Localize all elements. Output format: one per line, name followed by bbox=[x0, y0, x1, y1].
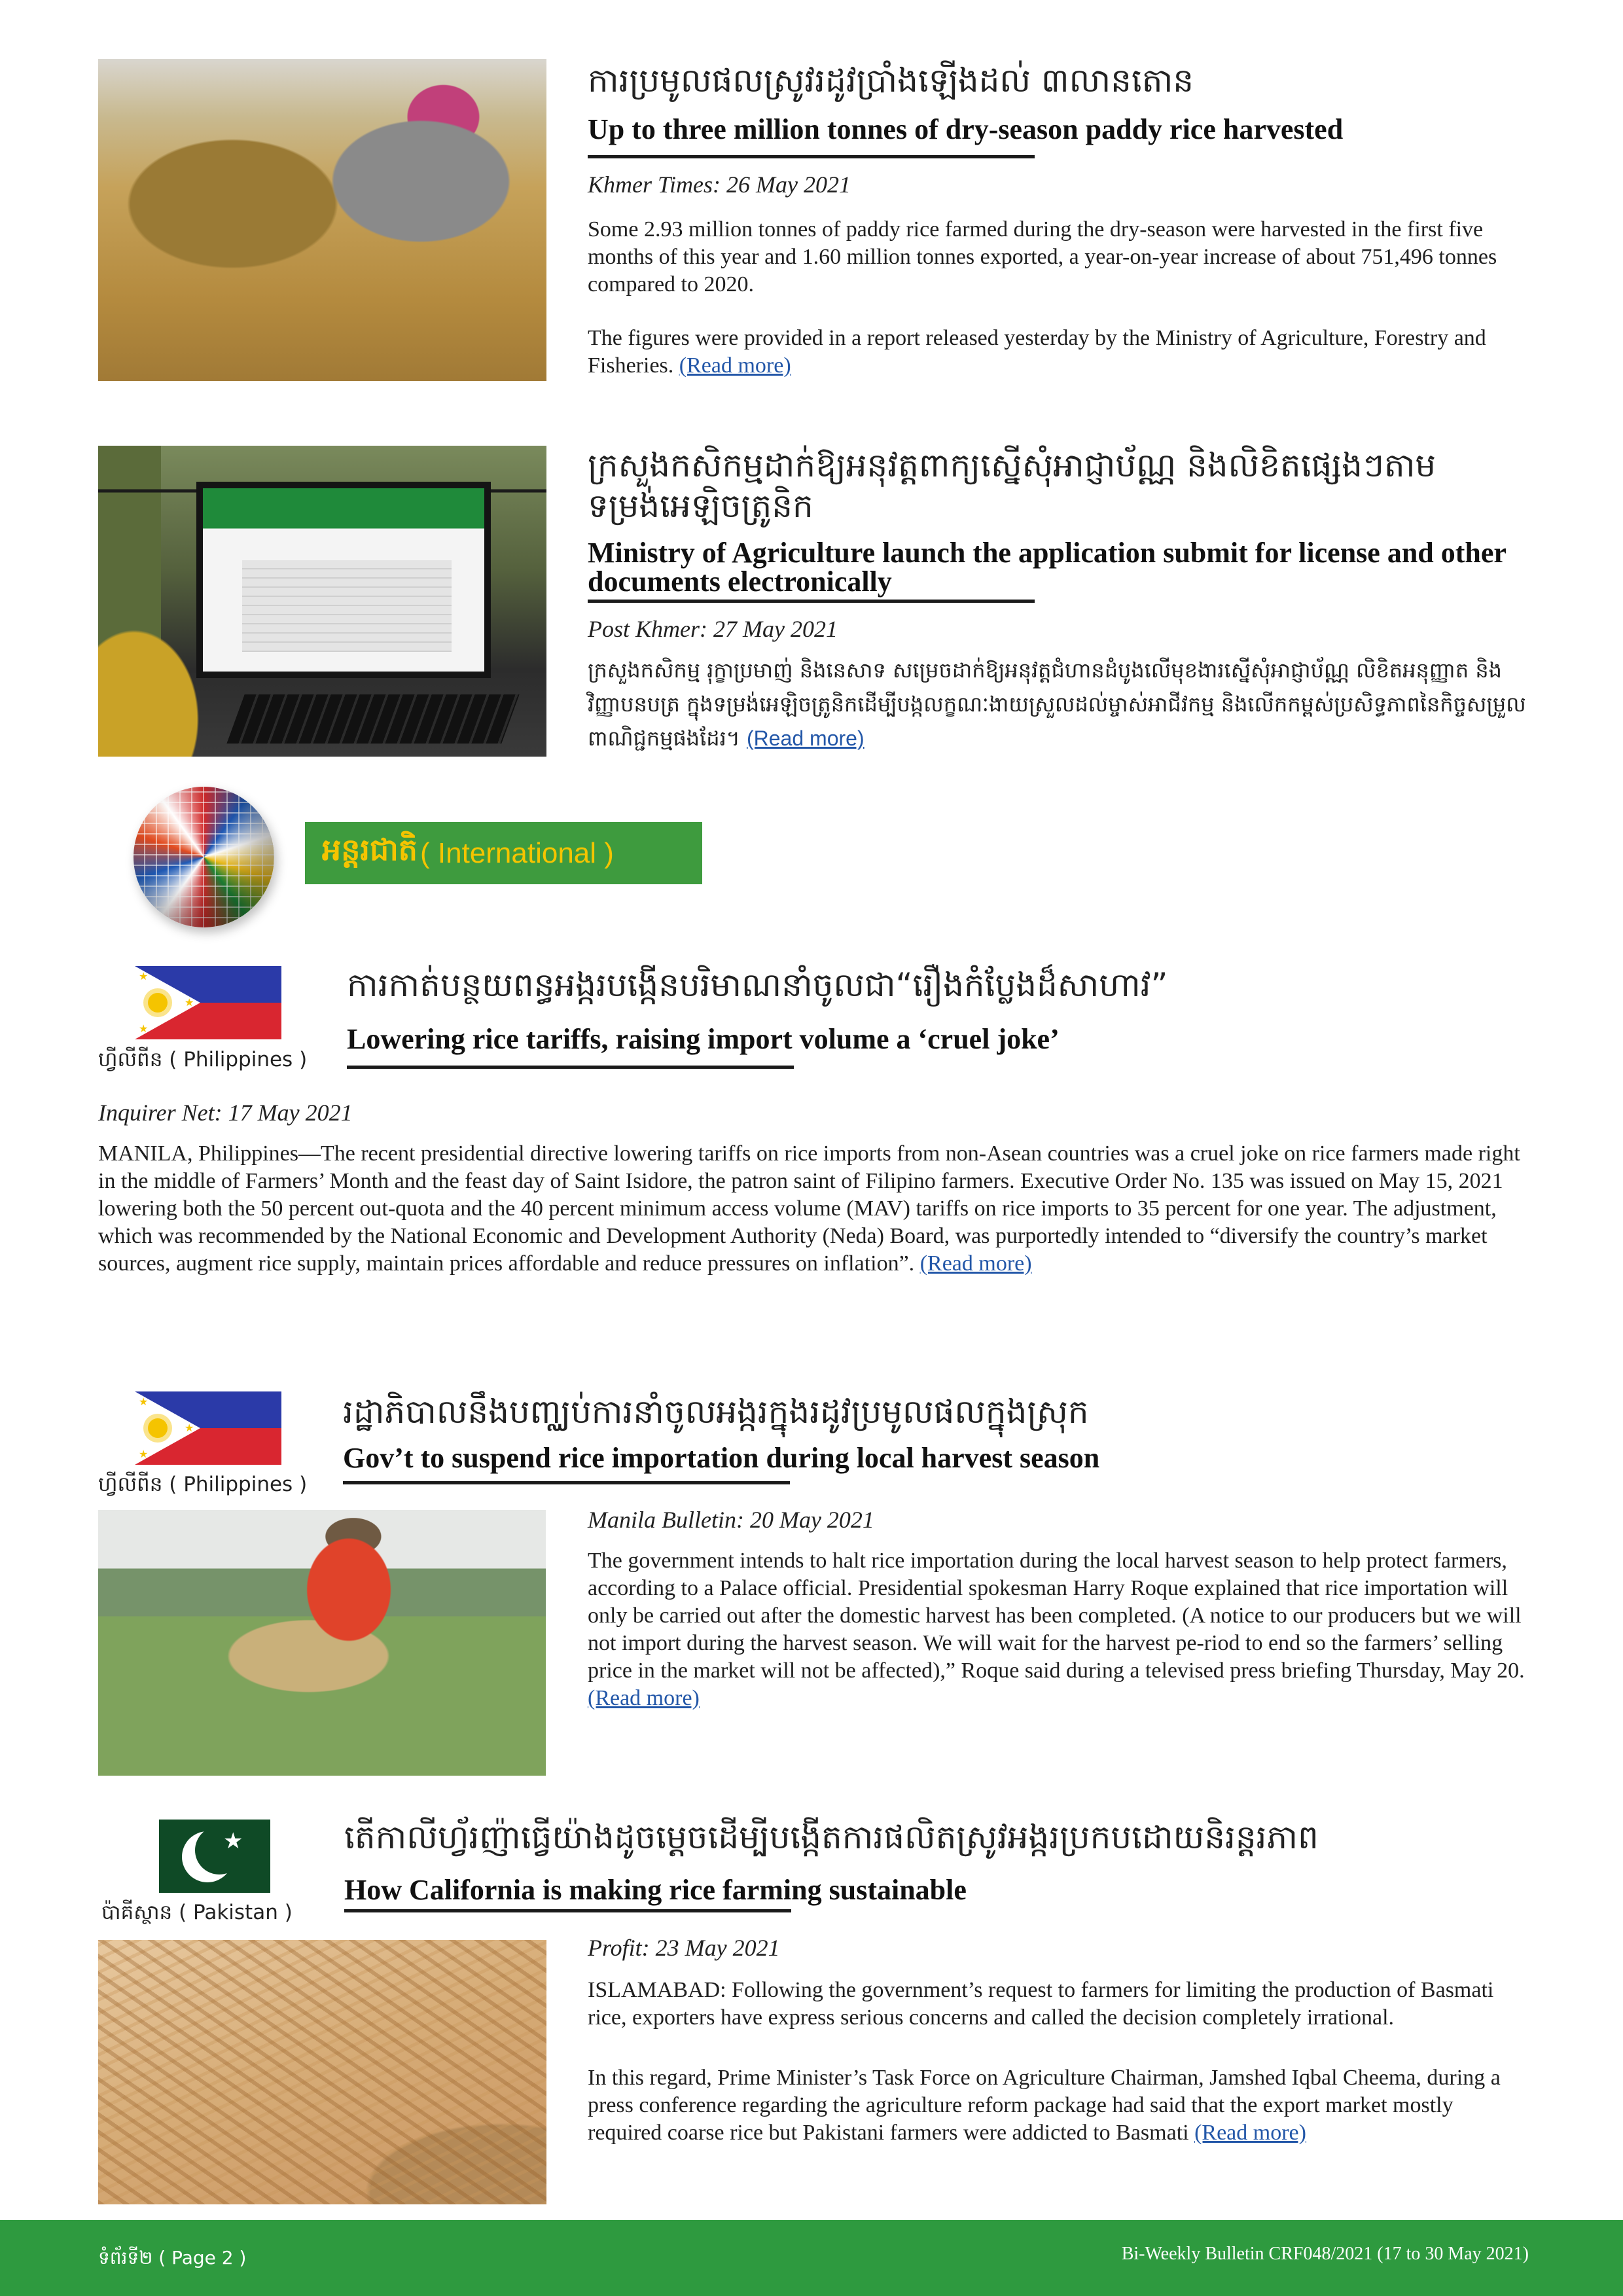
article-4-title-en: Gov’t to suspend rice importation during local harvest season bbox=[343, 1442, 1100, 1474]
pakistan-flag-icon bbox=[159, 1820, 270, 1893]
article-5-read-more-link[interactable]: (Read more) bbox=[1194, 2121, 1306, 2145]
article-2-read-more-link[interactable]: (Read more) bbox=[746, 726, 865, 750]
article-4-read-more-link[interactable]: (Read more) bbox=[588, 1686, 700, 1710]
article-2-source: Post Khmer: 27 May 2021 bbox=[588, 616, 838, 642]
article-2-title-rule bbox=[588, 600, 1035, 603]
keyboard bbox=[226, 694, 519, 744]
article-5-title-rule bbox=[344, 1909, 791, 1912]
article-2-para-1: ក្រសួងកសិកម្ម រុក្ខាប្រមាញ់ និងនេសាទ សម្រេចដាក់ឱ្យអនុវត្តជំហានដំបូងលើមុខងារស្នើសុំអាជ្ញាប័ណ្ណ លិខិតអនុញ្ញាត និងវិញ្ញាបនបត្រ ក្នុងទម្រង់អេឡិចត្រូនិកដើម្បីបង្កលក្ខណៈងាយស្រួលដល់ម្ចាស់អាជីវកម្ម និងលើកកម្ពស់ប្រសិទ្ធភាពនៃកិច្ចសម្រួលពាណិជ្ជកម្មផងដែរ។ bbox=[588, 658, 1526, 751]
article-3-read-more-link[interactable]: (Read more) bbox=[919, 1251, 1032, 1276]
article-4-body bbox=[588, 1547, 1530, 1712]
article-3-para-1: MANILA, Philippines—The recent presidential directive lowering tariffs on rice imports from non-Asean countries was a cruel joke on rice farmers made right in the middle of Farmers’ Month and the feast day of Saint Isidore, the patron saint of Filipino farmers. Executive Order No. 135 was issued on May 15, 2021 lowering both the 50 percent out-quota and the 40 percent minimum access volume (MAV) tariffs on rice imports to 35 percent for one year. The adjustment, which was recommended by the National Economic and Development Authority (Neda) Board, was purportedly intended to “diversify the country’s market sources, augment rice supply, maintain prices affordable and reduce pressures on inflation”. bbox=[98, 1141, 1520, 1276]
article-1-title-rule bbox=[588, 155, 1035, 158]
article-3-title-kh: ការកាត់បន្ថយពន្ធអង្ករបង្កើនបរិមាណនាំចូលជា“រឿងកំប្លែងដ៏សាហាវ” bbox=[347, 966, 1168, 1004]
article-3-title-rule bbox=[347, 1066, 794, 1069]
article-3-title-en: Lowering rice tariffs, raising import volume a ‘cruel joke’ bbox=[347, 1023, 1060, 1055]
article-1-para-2-text: The figures were provided in a report released yesterday by the Ministry of Agriculture, Forestry and Fisheries. bbox=[588, 326, 1486, 378]
article-4-title-kh: រដ្ឋាភិបាលនឹងបញ្ឈប់ការនាំចូលអង្ករក្នុងរដូវប្រមូលផលក្នុងស្រុក bbox=[343, 1393, 1089, 1431]
article-3-country-label: ហ្វីលីពីន ( Philippines ) bbox=[98, 1048, 308, 1071]
rice-harvest-photo bbox=[98, 59, 546, 381]
article-1-para-1: Some 2.93 million tonnes of paddy rice farmed during the dry-season were harvested in the first five months of this year and 1.60 million tonnes exported, a year-on-year increase of about 751,496 tonnes compared to 2020. bbox=[588, 217, 1497, 296]
pakistan-flag-star: ★ bbox=[223, 1828, 243, 1854]
international-label-en: ( International ) bbox=[420, 836, 614, 869]
article-3-body bbox=[98, 1140, 1531, 1278]
article-4-source: Manila Bulletin: 20 May 2021 bbox=[588, 1507, 874, 1533]
footer-bulletin-info: Bi-Weekly Bulletin CRF048/2021 (17 to 30 May 2021) bbox=[1121, 2244, 1529, 2264]
article-1-source: Khmer Times: 26 May 2021 bbox=[588, 171, 851, 198]
international-section-banner bbox=[305, 822, 702, 884]
international-label-kh: អន្តរជាតិ bbox=[322, 832, 418, 867]
article-1-title-kh: ការប្រមូលផលស្រូវរដូវប្រាំងឡើងដល់ ៣លានតោន bbox=[588, 62, 1194, 99]
article-1-read-more-link[interactable]: (Read more) bbox=[679, 353, 791, 378]
article-5-body bbox=[588, 1977, 1530, 2147]
article-5-para-1: ISLAMABAD: Following the government’s request to farmers for limiting the production of Basmati rice, exporters have express serious concerns and called the decision completely irrational. bbox=[588, 1978, 1494, 2030]
computer-screen bbox=[196, 482, 491, 678]
farmer-harvest-photo bbox=[98, 1510, 546, 1776]
article-5-title-en: How California is making rice farming sustainable bbox=[344, 1874, 967, 1906]
basmati-rice-grain-photo bbox=[98, 1940, 546, 2204]
ministry-website-photo bbox=[98, 446, 546, 757]
footer-page-number: ទំព័រទី២ ( Page 2 ) bbox=[98, 2247, 247, 2269]
article-1-title-en: Up to three million tonnes of dry-season paddy rice harvested bbox=[588, 113, 1344, 145]
article-3-source: Inquirer Net: 17 May 2021 bbox=[98, 1100, 353, 1126]
article-4-country-label: ហ្វីលីពីន ( Philippines ) bbox=[98, 1473, 308, 1496]
article-5-country-label: ប៉ាគីស្ថាន ( Pakistan ) bbox=[101, 1901, 293, 1924]
article-4-title-rule bbox=[343, 1481, 790, 1484]
article-1-body bbox=[588, 216, 1543, 380]
article-5-title-kh: តើកាលីហ្វ័រញ៉ាធ្វើយ៉ាងដូចម្ដេចដើម្បីបង្កើតការផលិតស្រូវអង្ករប្រកបដោយនិរន្តរភាព bbox=[344, 1818, 1319, 1856]
article-5-para-2-text: In this regard, Prime Minister’s Task Force on Agriculture Chairman, Jamshed Iqbal Cheema, during a press conference regarding the agriculture reform package had said that the export market mostly required coarse rice but Pakistani farmers were addicted to Basmati bbox=[588, 2066, 1501, 2145]
article-1-para-2 bbox=[588, 325, 1543, 380]
world-flags-globe-icon bbox=[134, 787, 274, 927]
article-5-source: Profit: 23 May 2021 bbox=[588, 1935, 780, 1961]
article-2-title-en: Ministry of Agriculture launch the application submit for license and other documents electronically bbox=[588, 537, 1507, 598]
article-4-para-1: The government intends to halt rice importation during the local harvest season to help protect farmers, according to a Palace official. Presidential spokesman Harry Roque explained that rice importation will only be carried out after the domestic harvest has been completed. (A notice to our producers but we will not import during the harvest season. We will wait for the harvest pe-riod to end so the farmers’ selling price in the market will not be affected),” Roque said during a televised press briefing Thursday, May 20. bbox=[588, 1549, 1525, 1683]
philippines-flag-icon: ★ ★ ★ bbox=[135, 966, 281, 1039]
philippines-flag-icon: ★ ★ ★ bbox=[135, 1391, 281, 1465]
article-2-body bbox=[588, 653, 1530, 755]
article-2-title-kh: ក្រសួងកសិកម្មដាក់ឱ្យអនុវត្តពាក្យស្នើសុំអាជ្ញាប័ណ្ណ និងលិខិតផ្សេងៗតាមទម្រង់អេឡិចត្រូនិក bbox=[588, 446, 1436, 525]
article-5-para-2 bbox=[588, 2064, 1530, 2147]
